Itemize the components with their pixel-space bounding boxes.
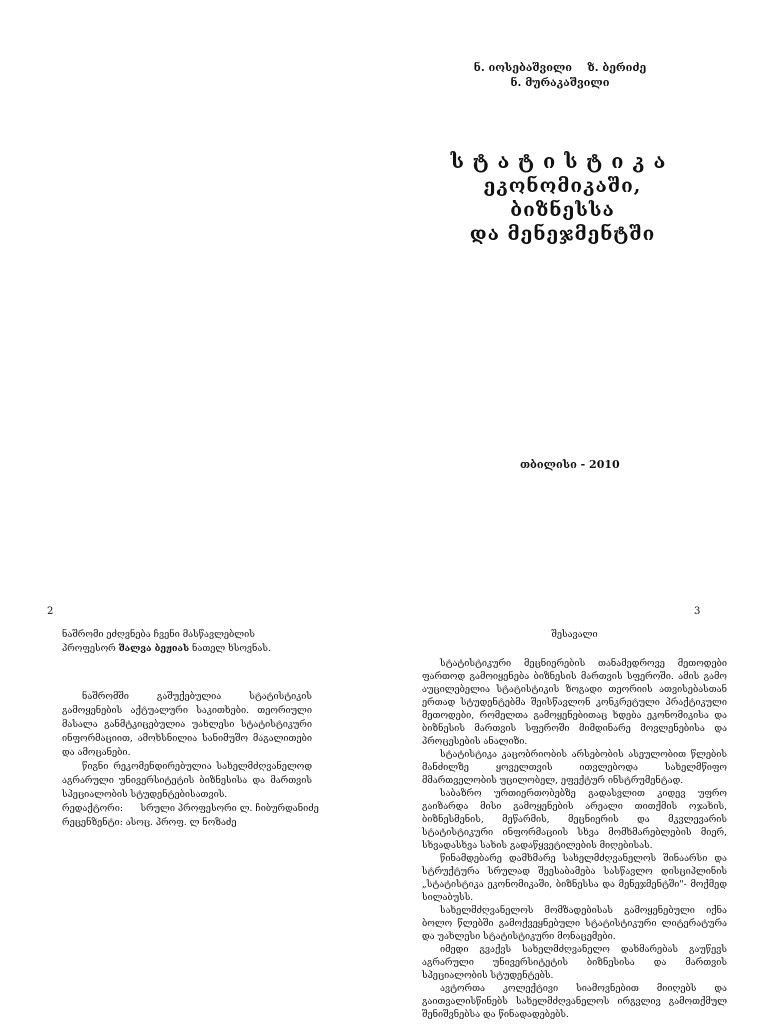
dedication-suffix: ნათელ ხსოვნას. bbox=[189, 643, 271, 654]
dedication-line-2 bbox=[62, 642, 312, 656]
page-number-left: 2 bbox=[47, 606, 54, 617]
book-subtitle-line-2: და მენეჯმენტში bbox=[469, 223, 656, 245]
dedication bbox=[62, 628, 312, 656]
right-page bbox=[422, 628, 727, 1021]
intro-paragraph: ავტორთა კოლექტივი სიამოვნებით მიიღებს და გაითვალისწინებს სახელმძღვანელოს ირგვლივ გამოთქმულ შენიშვნებსა და წინადადებებს. bbox=[422, 983, 727, 1020]
dedication-name: შალვა ბეჟიას bbox=[118, 643, 190, 654]
introduction-heading: შესავალი bbox=[551, 629, 598, 640]
left-page bbox=[62, 628, 319, 830]
authors-line-1: ნ. იოსებაშვილი ზ. ბერიძე bbox=[473, 61, 647, 74]
intro-paragraph: სტატისტიკური მეცნიერების თანამედროვე მეთოდები ფართოდ გამოიყენება ბიზნესის მართვის სფეროში. ამის გამო აუცილებელია სტატისტიკის ზოგადი თეორიის ათვისებასთან ერთად სტუდენტებმა შეისწავლონ კონკრეტული პრაქტიკული მეთოდები, რომელთა გამოყენებითაც ხდება ეკონომიკისა და ბიზნესის მართვის სფეროში მიმდინარე მოვლენებისა და პროცესების ანალიზი. bbox=[422, 658, 727, 747]
book-subtitle-line-1: ეკონომიკაში, ბიზნესსა bbox=[483, 175, 642, 221]
dedication-prefix: პროფესორ bbox=[62, 643, 119, 654]
annotation-paragraph-1: ნაშრომში გაშუქებულია სტატისტიკის გამოყენების აქტუალური საკითხები. თეორიული მასალა განმტკიცებულია უახლესი სტატისტიკური ინფორმაციით, ამოხსნილია სანიმუშო მაგალითები და ამოცანები. bbox=[62, 691, 312, 758]
annotation-paragraph-2: წიგნი რეკომენდირებულია სახელმძღვანელოდ აგრარული უნივერსიტეტის ბიზნესისა და მართვის სპეციალობის სტუდენტებისათვის. bbox=[62, 761, 312, 800]
page-number-right: 3 bbox=[694, 606, 701, 617]
book-title-block bbox=[430, 148, 695, 246]
intro-paragraph: საბაზრო ურთიერთობებზე გადასვლით კიდევ უფრო გაიზარდა მისი გამოყენების არეალი თითქმის ოჯახის, ბიზნესმენის, მეწარმის, მეცნიერის და მკვლევარის სტატისტიკური ინფორმაციის სხვა მომხმარებლების მიერ, სხვადასხვა სახის გადაწყვეტილების მიღებისას. bbox=[422, 788, 727, 851]
editor-line: რედაქტორი: სრული პროფესორი ლ. ჩიბურდანიძე bbox=[62, 803, 319, 814]
book-title: სტატისტიკა bbox=[450, 149, 675, 173]
intro-paragraph: იმედი გვაქვს სახელმძღვანელო დახმარებას გაუწევს აგრარული უნივერსიტეტის ბიზნესისა და მართვის სპეციალობის სტუდენტებს. bbox=[422, 944, 727, 981]
authors bbox=[430, 60, 690, 90]
reviewer-line: რეცენზენტი: ასოც. პროფ. ლ ნოზაძე bbox=[62, 817, 237, 828]
intro-paragraph: წინამდებარე დამხმარე სახელმძღვანელოს შინაარსი და სტრუქტურა სრულად შეესაბამება სასწავლო დისციპლინის „სტატისტიკა ეკონომიკაში, ბიზნესსა და მენეჯმენტში"- მოქმედ სილაბუსს. bbox=[422, 853, 727, 903]
intro-paragraph: სახელმძღვანელოს მომზადებისას გამოყენებული იქნა ბოლო წლებში გამოქვეყნებული სტატისტიკური ლიტერატურა და უახლესი სტატისტიკური მონაცემები. bbox=[422, 905, 727, 942]
authors-line-2: ნ. მურაკაშვილი bbox=[510, 76, 610, 89]
intro-paragraph: სტატისტიკა კაცობრიობის არსებობის ასეულობით წლების მანძილზე ყოველთვის ითვლებოდა სახელმწიფო მმართველობის უცილობელ, ეფექტურ ინსტრუმენტად. bbox=[422, 749, 727, 786]
dedication-line-1: ნაშრომი ეძღვნება ჩვენი მასწავლებლის bbox=[62, 629, 255, 640]
city-year: თბილისი - 2010 bbox=[520, 458, 620, 471]
